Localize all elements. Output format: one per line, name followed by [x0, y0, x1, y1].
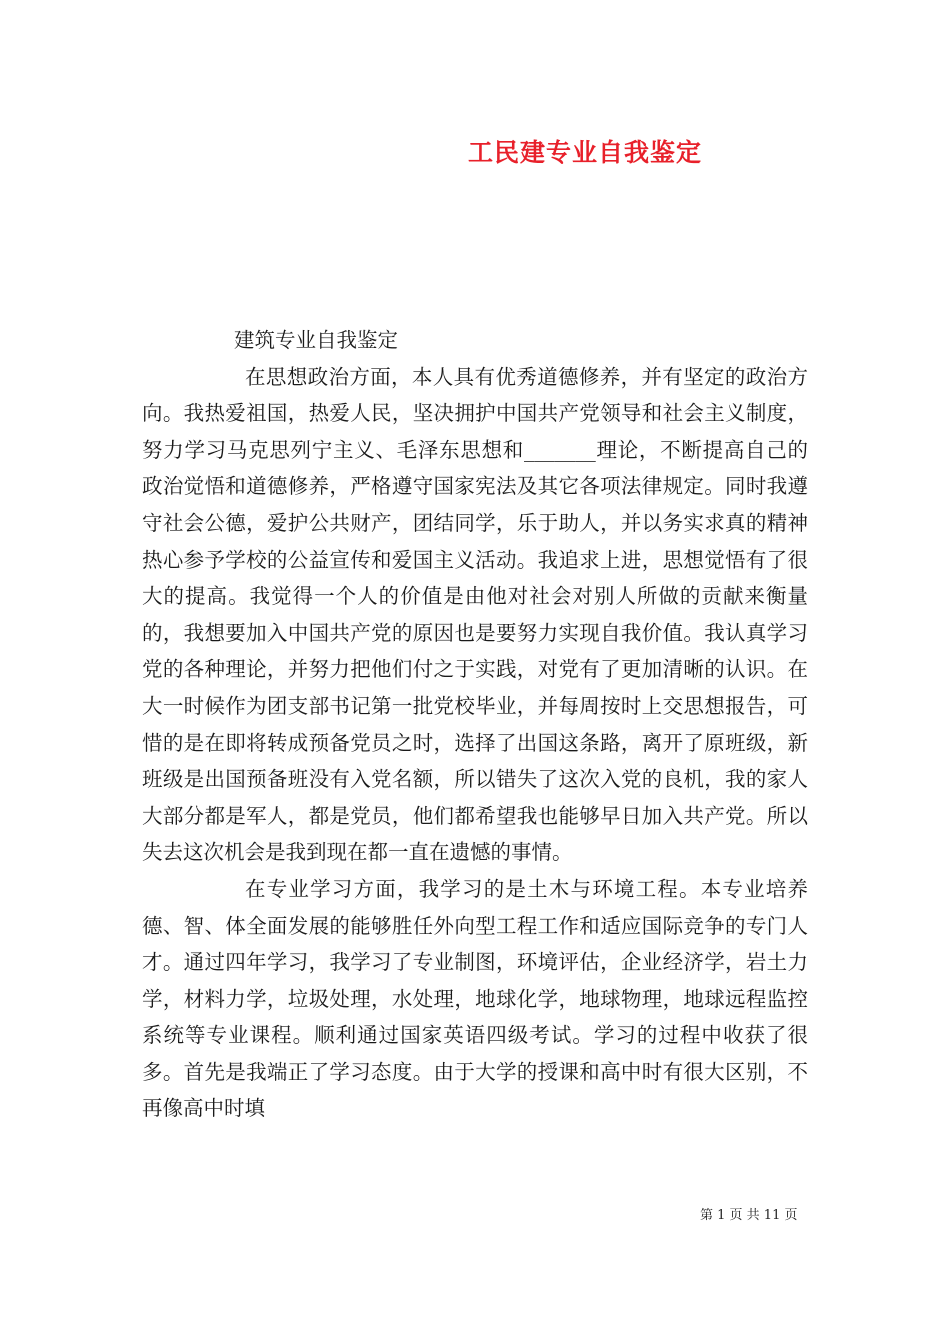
paragraph-study: 在专业学习方面，我学习的是土木与环境工程。本专业培养德、智、体全面发展的能够胜任外向型工程工作和适应国际竞争的专门人才。通过四年学习，我学习了专业制图，环境评估，企业经济学，岩土力学，材料力学，垃圾处理，水处理，地球化学，地球物理，地球远程监控系统等专业课程。顺利通过国家英语四级考试。学习的过程中收获了很多。首先是我端正了学习态度。由于大学的授课和高中时有很大区别，不再像高中时填 [142, 876, 808, 1121]
document-title: 工民建专业自我鉴定 [468, 138, 703, 167]
document-body [142, 322, 808, 1127]
page-number: 第 1 页 共 11 页 [700, 1208, 798, 1223]
paragraph-political: 在思想政治方面，本人具有优秀道德修养，并有坚定的政治方向。我热爱祖国，热爱人民，坚决拥护中国共产党领导和社会主义制度，努力学习马克思列宁主义、毛泽东思想和_______理论，不断提高自己的政治觉悟和道德修养，严格遵守国家宪法及其它各项法律规定。同时我遵守社会公德，爱护公共财产，团结同学，乐于助人，并以务实求真的精神热心参予学校的公益宣传和爱国主义活动。我追求上进，思想觉悟有了很大的提高。我觉得一个人的价值是由他对社会对别人所做的贡献来衡量的，我想要加入中国共产党的原因也是要努力实现自我价值。我认真学习党的各种理论，并努力把他们付之于实践，对党有了更加清晰的认识。在大一时候作为团支部书记第一批党校毕业，并每周按时上交思想报告，可惜的是在即将转成预备党员之时，选择了出国这条路，离开了原班级，新班级是出国预备班没有入党名额，所以错失了这次入党的良机，我的家人大部分都是军人，都是党员，他们都希望我也能够早日加入共产党。所以失去这次机会是我到现在都一直在遗憾的事情。 [142, 364, 808, 865]
section-heading: 建筑专业自我鉴定 [234, 328, 398, 352]
